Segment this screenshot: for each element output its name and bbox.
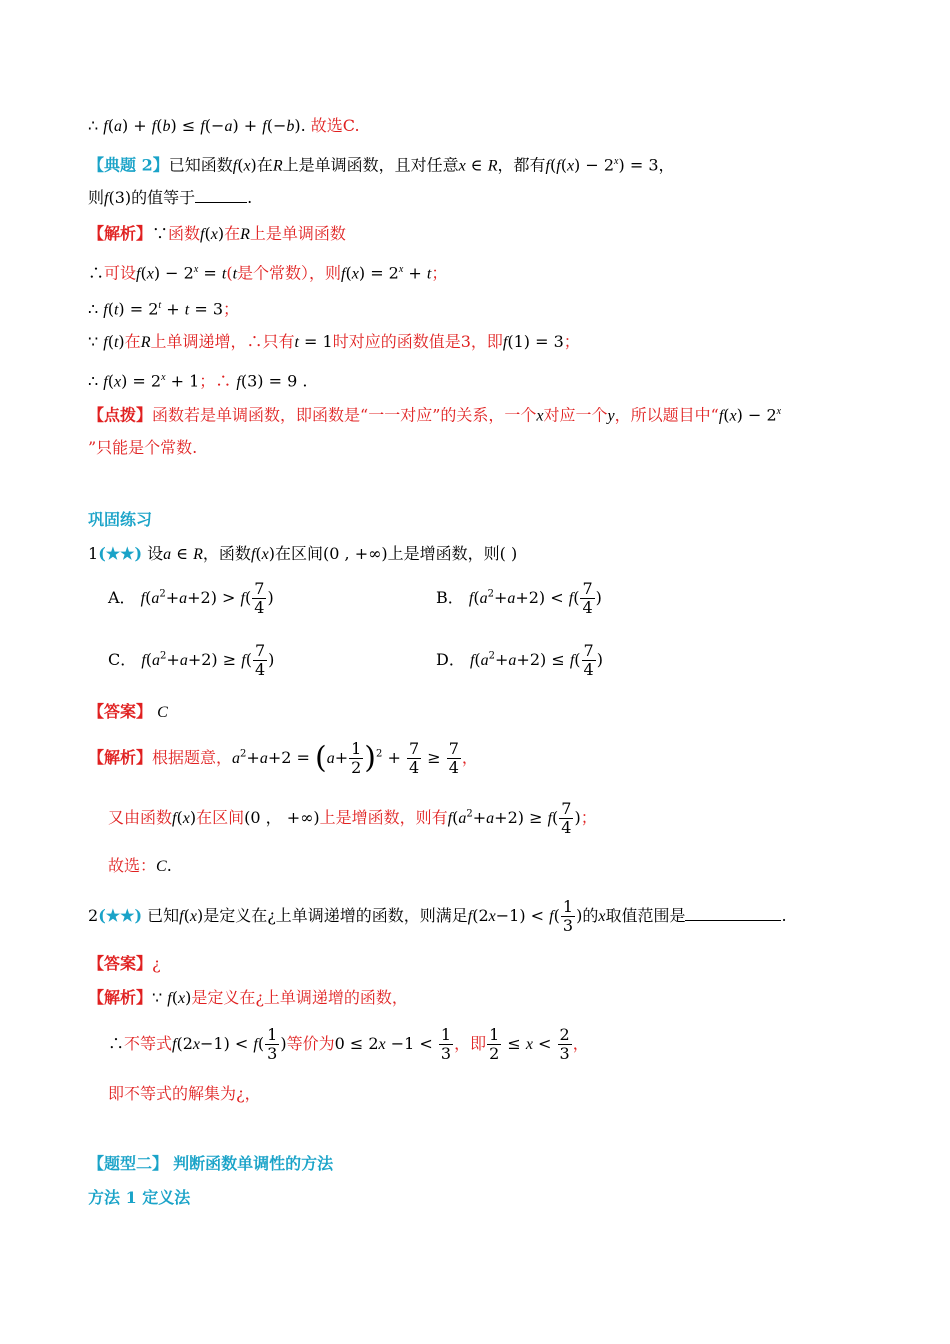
solution-line-1: 【解析】∵函数f(x)在R上是单调函数 xyxy=(88,224,346,243)
example-2-line-1: 【典题 2】已知函数f(x)在R上是单调函数，且对任意x ∈ R，都有$f(f(x) - 2^x) = 3$， xyxy=(88,155,675,175)
option-d[interactable]: D． $f(a^2+a+2) \le f$( $\frac{7}{4}$ ) xyxy=(436,641,603,679)
solution-tag: 【解析】 xyxy=(88,224,153,243)
tip-line-2: ”只能是个常数. xyxy=(88,438,198,457)
option-c[interactable]: C． $f(a^2+a+2) \ge f$( $\frac{7}{4}$ ) xyxy=(108,641,275,679)
solution-q2-line-2: ∴不等式f(2x−1) < f( $\frac{1}{3}$ )等价为0 ≤ 2x −1 < $\frac{1}{3}$ ，即 $\frac{1}{2}$ ≤ x < $\frac{2}{3}$ ， xyxy=(108,1025,589,1063)
solution-line-3: ∴ $f(t) = 2^t + t = 3$； xyxy=(88,299,240,319)
inequality-text: ∴ f(a) + f(b) ≤ f(−a) + f(−b). xyxy=(88,116,306,135)
solution-line-2: ∴可设$f(x) - 2^x = t(t$是个常数），则$f(x) = 2^x + t$； xyxy=(88,263,448,283)
example-2-tag: 【典题 2】 xyxy=(88,155,169,175)
solution-line-4: ∵ f(t)在R上单调递增，∴只有t = 1时对应的函数值是3，即f(1) = 3； xyxy=(88,332,580,351)
solution-q1-line-2: 又由函数f(x)在区间(0 ， +∞)上是增函数，则有$f(a^2+a+2) \ge f$( $\frac{7}{4}$ )； xyxy=(108,799,597,837)
section-type-2: 【题型二】 判断函数单调性的方法 xyxy=(88,1154,334,1173)
solution-q1-line-1: 【解析】根据题意，$a^2+a+2 = (a+$ $\frac{1}{2}$ )$^2$ + $\frac{7}{4}$ ≥ $\frac{7}{4}$ ， xyxy=(88,739,478,777)
answer-value: C xyxy=(157,704,168,721)
practice-title: 巩固练习 xyxy=(88,510,153,529)
conclusion-text: 故选C. xyxy=(310,116,360,135)
question-1: 1(★★) 设a ∈ R，函数f(x)在区间(0 , +∞)上是增函数，则( ) xyxy=(88,544,518,563)
answer-2: 【答案】¿ xyxy=(88,954,161,973)
solution-q2-line-1: 【解析】∵ f(x)是定义在¿上单调递增的函数， xyxy=(88,988,408,1007)
option-b[interactable]: B． $f(a^2+a+2) < f$( $\frac{7}{4}$ ) xyxy=(436,579,602,617)
difficulty-stars: (★★) xyxy=(98,544,143,563)
tip-line-1: 【点拨】函数若是单调函数，即函数是“一一对应”的关系，一个x对应一个y，所以题目中“$f(x) - 2^x$ xyxy=(88,405,782,425)
question-2: 2(★★) 已知f(x)是定义在¿上单调递增的函数，则满足f(2x−1) < f( $\frac{1}{3}$ )的x取值范围是 . xyxy=(88,897,787,935)
answer-1: 【答案】 C xyxy=(88,702,168,721)
example-2-line-2: 则f(3)的值等于 . xyxy=(88,188,253,207)
solution-conclusion-line xyxy=(88,114,360,139)
solution-line-5: ∴ $f(x) = 2^x + 1$；∴ f(3) = 9 . xyxy=(88,371,308,391)
answer-blank-2 xyxy=(685,904,781,921)
solution-q2-line-3: 即不等式的解集为¿， xyxy=(108,1084,261,1103)
solution-q1-line-3: 故选：C. xyxy=(108,856,172,875)
tip-tag: 【点拨】 xyxy=(88,405,153,425)
option-a[interactable]: A． $f(a^2+a+2) > f$( $\frac{7}{4}$ ) xyxy=(108,579,274,617)
method-1-title: 方法 1 定义法 xyxy=(88,1188,191,1207)
answer-blank xyxy=(195,186,247,203)
